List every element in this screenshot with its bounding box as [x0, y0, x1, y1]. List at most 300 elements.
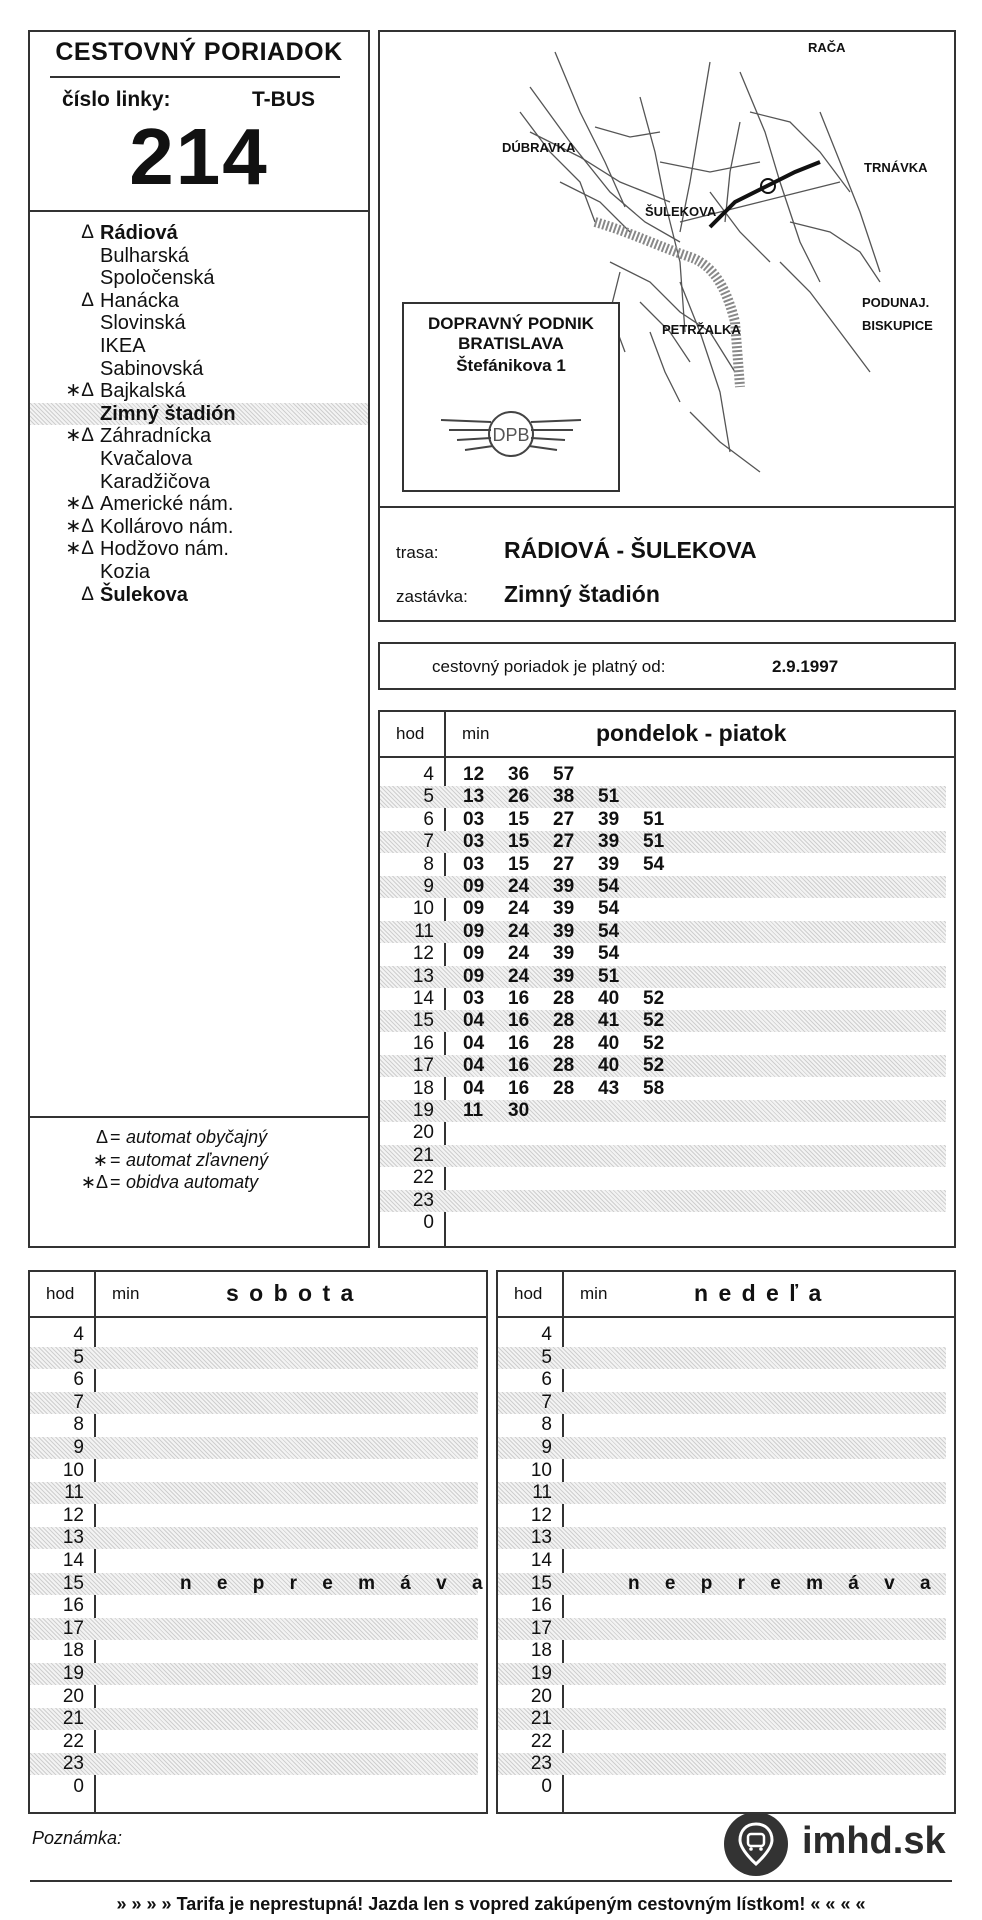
table-row [380, 764, 946, 786]
hour-cell: 9 [73, 1437, 84, 1458]
departure-minute: 26 [508, 786, 530, 808]
departure-minute: 43 [598, 1077, 620, 1099]
departure-minute: 16 [508, 988, 530, 1009]
table-row [30, 1414, 478, 1436]
departure-minute: 24 [508, 920, 530, 942]
departure-minute: 39 [598, 831, 620, 853]
stop-name: Hanácka [100, 289, 179, 312]
departure-minute: 24 [508, 965, 530, 987]
departure-minute: 52 [643, 1055, 665, 1077]
table-row [30, 1369, 478, 1391]
district-label: ŠULEKOVA [645, 204, 717, 219]
departure-minute: 51 [598, 965, 620, 987]
hour-cell: 21 [412, 1144, 434, 1166]
table-row [380, 988, 946, 1010]
hour-cell: 19 [412, 1100, 434, 1121]
hour-cell: 23 [62, 1753, 84, 1775]
stop-row [30, 222, 368, 244]
table-row [30, 1708, 478, 1730]
table-row [498, 1324, 946, 1346]
stop-name: IKEA [100, 335, 146, 357]
legend-equals: = [110, 1149, 121, 1170]
minutes-cell [463, 1055, 688, 1077]
departure-minute: 54 [598, 876, 620, 897]
stop-name: Slovinská [100, 312, 186, 335]
table-row [30, 1505, 478, 1527]
hour-cell: 5 [423, 786, 434, 808]
validity-label: cestovný poriadok je platný od: [432, 657, 666, 676]
table-row [380, 1078, 946, 1100]
stop-row [30, 290, 368, 312]
table-row [498, 1731, 946, 1753]
hour-cell: 5 [541, 1346, 552, 1368]
header-divider [498, 1316, 954, 1318]
hour-cell: 14 [530, 1550, 552, 1571]
minutes-cell [463, 854, 688, 876]
stop-row [30, 584, 368, 606]
departure-minute: 13 [463, 786, 485, 808]
hod-header: hod [396, 724, 425, 743]
minutes-cell [463, 764, 598, 786]
hour-cell: 22 [62, 1730, 84, 1752]
stop-name: Spoločenská [100, 267, 215, 290]
stop-name: Karadžičova [100, 470, 211, 493]
hour-cell: 19 [530, 1663, 552, 1684]
table-row [498, 1550, 946, 1572]
ticket-machine-mark: ∗Δ [65, 493, 94, 515]
stop-name: Bulharská [100, 244, 189, 267]
departure-minute: 28 [553, 1032, 575, 1054]
departure-minute: 16 [508, 1032, 530, 1054]
table-row [30, 1460, 478, 1482]
table-row [380, 1190, 946, 1212]
legend-symbol: Δ [95, 1127, 108, 1147]
hod-header: hod [514, 1284, 543, 1303]
hour-cell: 8 [541, 1414, 552, 1436]
departure-minute: 54 [598, 898, 620, 920]
footer-divider [30, 1880, 952, 1882]
departure-minute: 36 [508, 764, 530, 785]
line-number: 214 [129, 112, 269, 201]
legend-symbol: ∗ [92, 1149, 108, 1170]
departure-minute: 54 [643, 853, 665, 875]
departure-minute: 16 [508, 1010, 530, 1032]
legend-text: automat obyčajný [126, 1127, 268, 1147]
minutes-cell [463, 966, 643, 988]
stop-name: Záhradnícka [100, 425, 212, 448]
table-row [380, 1100, 946, 1122]
legend-divider [30, 1116, 368, 1118]
minutes-cell [463, 786, 643, 808]
table-row [498, 1618, 946, 1640]
company-city: BRATISLAVA [458, 334, 564, 353]
sunday-timetable [496, 1270, 956, 1814]
departure-minute: 15 [508, 831, 530, 853]
stop-row [30, 267, 368, 289]
hour-cell: 17 [412, 1055, 434, 1077]
table-row [498, 1505, 946, 1527]
table-row [498, 1482, 946, 1504]
table-row [30, 1663, 478, 1685]
minutes-cell [463, 898, 643, 920]
departure-minute: 16 [508, 1077, 530, 1099]
brand-name: imhd.sk [802, 1820, 946, 1862]
departure-minute: 28 [553, 1010, 575, 1032]
departure-minute: 16 [508, 1055, 530, 1077]
bus-pin-icon [722, 1810, 790, 1878]
route-name: RÁDIOVÁ - ŠULEKOVA [504, 537, 757, 563]
stop-name: Sabinovská [100, 357, 204, 380]
divider [50, 76, 340, 78]
departure-minute: 04 [463, 1010, 485, 1032]
hour-cell: 15 [530, 1572, 552, 1594]
weekday-title: pondelok - piatok [596, 720, 787, 746]
stop-row [30, 425, 368, 447]
company-name: DOPRAVNÝ PODNIK [428, 314, 594, 333]
stop-row [30, 516, 368, 538]
legend-symbol: ∗Δ [80, 1172, 108, 1192]
hour-cell: 12 [412, 943, 434, 965]
stop-name: Rádiová [100, 222, 178, 244]
hour-cell: 20 [62, 1685, 84, 1707]
imhd-logo[interactable] [722, 1810, 946, 1878]
hour-cell: 11 [414, 920, 434, 942]
table-row [30, 1776, 478, 1798]
district-label: PODUNAJ. [862, 295, 930, 310]
departure-minute: 28 [553, 1055, 575, 1077]
table-row [498, 1663, 946, 1685]
table-row [380, 1033, 946, 1055]
hour-cell: 10 [530, 1459, 552, 1481]
zastavka-label: zastávka: [396, 587, 468, 606]
header-box [28, 30, 370, 212]
hour-cell: 13 [62, 1527, 84, 1549]
departure-minute: 54 [598, 943, 620, 965]
table-row [380, 1122, 946, 1144]
hour-cell: 6 [73, 1369, 84, 1391]
hour-cell: 17 [62, 1617, 84, 1639]
departure-minute: 52 [643, 988, 665, 1009]
hour-cell: 22 [530, 1730, 552, 1752]
stop-name: Bajkalská [100, 380, 186, 403]
ticket-machine-mark: ∗Δ [65, 538, 94, 560]
table-row [498, 1460, 946, 1482]
stop-name: Hodžovo nám. [100, 538, 229, 561]
stops-box [28, 210, 370, 1248]
departure-minute: 12 [463, 764, 485, 785]
departure-minute: 39 [553, 898, 575, 920]
departure-minute: 54 [598, 920, 620, 942]
legend-row [30, 1126, 368, 1148]
table-row [30, 1595, 478, 1617]
table-row [498, 1776, 946, 1798]
hour-cell: 18 [530, 1640, 552, 1662]
dpb-logo-icon [431, 390, 591, 480]
table-row [380, 966, 946, 988]
current-stop-row [30, 403, 368, 425]
hour-cell: 6 [423, 808, 434, 830]
hour-cell: 23 [530, 1753, 552, 1775]
stop-name: Šulekova [100, 583, 188, 606]
hour-cell: 15 [412, 1010, 434, 1032]
table-row [498, 1595, 946, 1617]
hour-cell: 0 [423, 1212, 434, 1233]
hour-cell: 14 [62, 1550, 84, 1571]
hour-cell: 20 [412, 1122, 434, 1144]
table-row [380, 943, 946, 965]
stop-row [30, 493, 368, 515]
hour-cell: 12 [530, 1504, 552, 1526]
departure-minute: 03 [463, 831, 485, 853]
stop-name: Kollárovo nám. [100, 515, 234, 538]
table-row [30, 1347, 478, 1369]
legend-equals: = [110, 1172, 121, 1192]
table-row [30, 1640, 478, 1662]
ticket-machine-mark: ∗Δ [65, 425, 94, 447]
hour-cell: 5 [73, 1346, 84, 1368]
departure-minute: 15 [508, 808, 530, 830]
departure-minute: 52 [643, 1032, 665, 1054]
departure-minute: 03 [463, 853, 485, 875]
district-label: BISKUPICE [862, 318, 933, 333]
tariff-notice: » » » » Tarifa je neprestupná! Jazda len s vopred zakúpeným cestovným lístkom! « « « « [116, 1894, 866, 1914]
hour-cell: 11 [532, 1482, 552, 1504]
validity-date: 2.9.1997 [772, 657, 839, 676]
table-row [498, 1392, 946, 1414]
table-row [30, 1686, 478, 1708]
departure-minute: 51 [598, 786, 620, 808]
legend-text: obidva automaty [126, 1172, 259, 1192]
sunday-title: n e d e ľ a [694, 1280, 824, 1306]
departure-minute: 27 [553, 831, 575, 853]
stop-row [30, 312, 368, 334]
hour-cell: 15 [62, 1572, 84, 1594]
hour-cell: 6 [541, 1369, 552, 1391]
ticket-machine-mark: ∗Δ [65, 380, 94, 402]
hour-cell: 10 [412, 898, 434, 920]
timetable-title: CESTOVNÝ PORIADOK [55, 38, 343, 66]
weekday-timetable [378, 710, 956, 1248]
company-address: Štefánikova 1 [456, 356, 566, 375]
ticket-machine-mark: Δ [81, 289, 94, 311]
hod-header: hod [46, 1284, 75, 1303]
table-row [380, 1167, 946, 1189]
company-box [402, 302, 620, 492]
hour-cell: 7 [73, 1391, 84, 1413]
table-row [380, 1212, 946, 1234]
departure-minute: 40 [598, 1055, 620, 1077]
departure-minute: 09 [463, 876, 485, 897]
table-row [380, 854, 946, 876]
minutes-cell [463, 809, 688, 831]
departure-minute: 39 [553, 876, 575, 897]
stop-name: Americké nám. [100, 493, 234, 516]
minutes-cell [463, 1100, 553, 1122]
table-row [380, 786, 946, 808]
departure-minute: 28 [553, 1077, 575, 1099]
hour-cell: 20 [530, 1685, 552, 1707]
departure-minute: 03 [463, 988, 485, 1009]
hour-cell: 21 [530, 1708, 552, 1730]
departure-minute: 09 [463, 920, 485, 942]
hour-cell: 18 [62, 1640, 84, 1662]
minutes-cell [463, 921, 643, 943]
line-number-label: číslo linky: [62, 88, 171, 111]
table-row [30, 1618, 478, 1640]
stop-name: Kvačalova [100, 448, 193, 470]
stop-name: Zimný štadión [100, 402, 236, 425]
table-row [30, 1753, 478, 1775]
departure-minute: 40 [598, 988, 620, 1009]
hour-cell: 17 [530, 1617, 552, 1639]
stop-row [30, 358, 368, 380]
departure-minute: 51 [643, 808, 665, 830]
district-label: TRNÁVKA [864, 160, 928, 175]
min-header: min [580, 1284, 608, 1303]
departure-minute: 09 [463, 965, 485, 987]
departure-minute: 39 [598, 853, 620, 875]
header-divider [30, 1316, 486, 1318]
minutes-cell [463, 1010, 688, 1032]
departure-minute: 39 [553, 943, 575, 965]
departure-minute: 24 [508, 876, 530, 897]
hour-cell: 12 [62, 1504, 84, 1526]
hour-cell: 4 [73, 1324, 84, 1345]
hour-cell: 13 [530, 1527, 552, 1549]
table-row [30, 1324, 478, 1346]
table-row [380, 831, 946, 853]
table-row [380, 921, 946, 943]
district-label: PETRŽALKA [662, 322, 741, 337]
departure-minute: 04 [463, 1032, 485, 1054]
hour-cell: 7 [541, 1391, 552, 1413]
table-row [498, 1527, 946, 1549]
district-label: DÚBRAVKA [502, 140, 576, 155]
table-row [498, 1686, 946, 1708]
hour-cell: 22 [412, 1167, 434, 1189]
departure-minute: 40 [598, 1032, 620, 1054]
table-row [30, 1437, 478, 1459]
hour-cell: 0 [541, 1776, 552, 1797]
departure-minute: 52 [643, 1010, 665, 1032]
no-service-note: n e p r e m á v a [628, 1573, 941, 1594]
hour-cell: 8 [423, 853, 434, 875]
departure-minute: 27 [553, 853, 575, 875]
hour-cell: 4 [423, 764, 434, 785]
hour-cell: 9 [423, 876, 434, 897]
minutes-cell [463, 876, 643, 898]
ticket-machine-mark: Δ [81, 222, 94, 243]
stop-row [30, 380, 368, 402]
departure-minute: 38 [553, 786, 575, 808]
svg-text:DPB: DPB [492, 425, 530, 445]
departure-minute: 57 [553, 764, 575, 785]
saturday-timetable [28, 1270, 493, 1814]
table-row [30, 1550, 478, 1572]
minutes-cell [463, 831, 688, 853]
departure-minute: 39 [553, 920, 575, 942]
table-row [30, 1482, 478, 1504]
hour-cell: 16 [62, 1595, 84, 1617]
departure-minute: 09 [463, 943, 485, 965]
district-label: RAČA [808, 40, 846, 55]
table-row [380, 898, 946, 920]
departure-minute: 27 [553, 808, 575, 830]
stop-row [30, 335, 368, 357]
departure-minute: 11 [463, 1100, 484, 1121]
table-row [380, 1145, 946, 1167]
stop-row [30, 538, 368, 560]
legend-text: automat zľavnený [126, 1149, 269, 1170]
departure-minute: 09 [463, 898, 485, 920]
hour-cell: 19 [62, 1663, 84, 1684]
min-header: min [462, 724, 490, 743]
hour-cell: 9 [541, 1437, 552, 1458]
no-service-note: n e p r e m á v a [180, 1573, 493, 1594]
saturday-title: s o b o t a [226, 1280, 356, 1306]
departure-minute: 24 [508, 943, 530, 965]
hour-cell: 13 [412, 965, 434, 987]
legend-row [30, 1149, 368, 1171]
hour-cell: 18 [412, 1077, 434, 1099]
stop-name: Kozia [100, 561, 151, 583]
hour-cell: 7 [423, 831, 434, 853]
legend-row [30, 1171, 368, 1193]
table-row [30, 1731, 478, 1753]
current-stop: Zimný štadión [504, 581, 660, 607]
hour-cell: 11 [64, 1482, 84, 1504]
hour-cell: 16 [412, 1032, 434, 1054]
stop-row [30, 245, 368, 267]
legend-equals: = [110, 1127, 121, 1147]
table-row [380, 1055, 946, 1077]
hour-cell: 16 [530, 1595, 552, 1617]
departure-minute: 24 [508, 898, 530, 920]
table-row [498, 1414, 946, 1436]
hour-cell: 10 [62, 1459, 84, 1481]
departure-minute: 28 [553, 988, 575, 1009]
departure-minute: 03 [463, 808, 485, 830]
hour-cell: 14 [412, 988, 434, 1009]
min-header: min [112, 1284, 140, 1303]
vehicle-type: T-BUS [252, 88, 315, 111]
departure-minute: 51 [643, 831, 665, 853]
minutes-cell [463, 988, 688, 1010]
trasa-label: trasa: [396, 543, 439, 562]
table-row [498, 1369, 946, 1391]
stop-row [30, 448, 368, 470]
table-row [30, 1392, 478, 1414]
validity-box [378, 642, 956, 690]
hour-cell: 4 [541, 1324, 552, 1345]
departure-minute: 15 [508, 853, 530, 875]
table-row [498, 1640, 946, 1662]
stop-row [30, 561, 368, 583]
map-box [378, 30, 956, 508]
ticket-machine-mark: ∗Δ [65, 515, 94, 537]
hour-cell: 0 [73, 1776, 84, 1797]
departure-minute: 39 [553, 965, 575, 987]
note-label: Poznámka: [32, 1828, 123, 1848]
minutes-cell [463, 1078, 688, 1100]
hour-cell: 23 [412, 1189, 434, 1211]
table-row [380, 1010, 946, 1032]
header-divider [380, 756, 954, 758]
table-row [498, 1753, 946, 1775]
departure-minute: 04 [463, 1077, 485, 1099]
table-row [498, 1708, 946, 1730]
minutes-cell [463, 1033, 688, 1055]
